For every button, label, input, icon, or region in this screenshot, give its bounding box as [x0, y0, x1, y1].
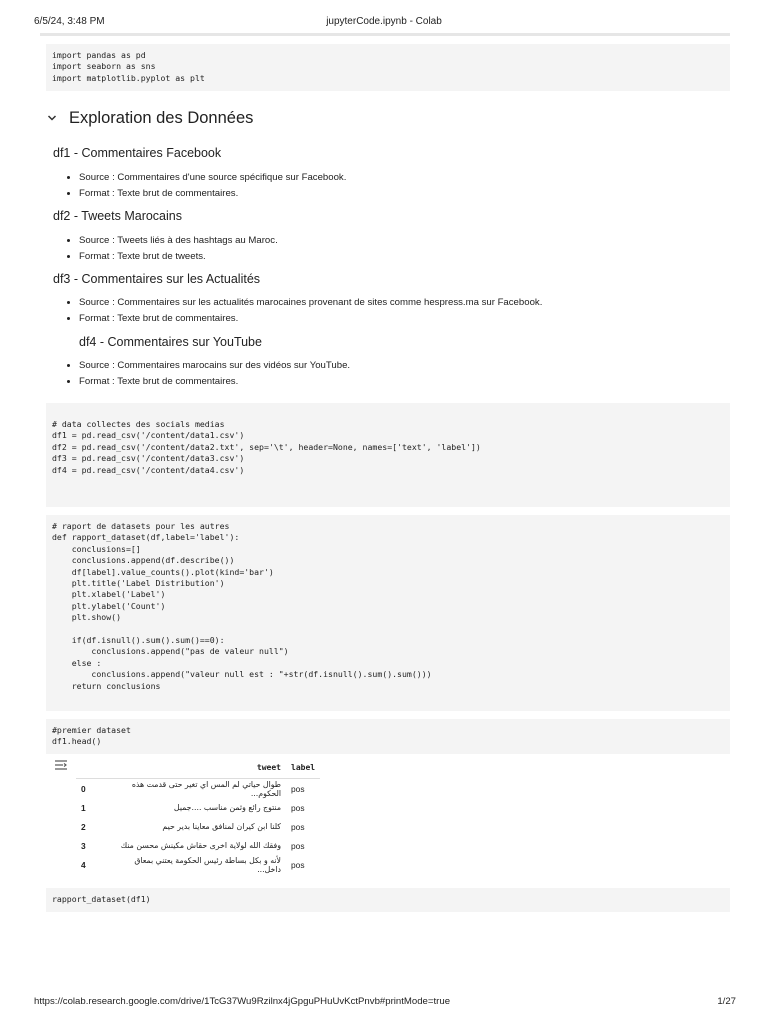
chevron-down-icon[interactable]: [46, 112, 58, 124]
dataframe-output-table: [76, 760, 320, 874]
code-cell-rapport-call[interactable]: rapport_dataset(df1): [46, 888, 730, 912]
table-header-row: [76, 760, 320, 779]
print-datetime: 6/5/24, 3:48 PM: [34, 16, 105, 27]
page-url: https://colab.research.google.com/drive/1TcG37Wu9Rzilnx4jGpguPHuUvKctPnvb#printMode=true: [34, 996, 451, 1007]
code-cell-head[interactable]: #premier dataset df1.head(): [46, 719, 730, 754]
dataset-list-df2: [53, 233, 278, 265]
dataset-heading-df1: df1 - Commentaires Facebook: [53, 146, 222, 160]
section-header[interactable]: [46, 106, 253, 130]
header-divider: [40, 33, 730, 36]
label-cell: pos: [291, 783, 305, 794]
row-index: 1: [81, 802, 86, 813]
table-row: [76, 779, 320, 799]
label-cell: pos: [291, 859, 305, 870]
tweet-cell: لأنه و بكل بساطة رئيس الحكومة يعتني بمعاق داخل...: [134, 855, 281, 874]
document-title: jupyterCode.ipynb - Colab: [326, 16, 442, 27]
index-header: [76, 760, 104, 779]
row-index: 2: [81, 821, 86, 832]
dataset-list-df3: [53, 295, 542, 327]
print-header: [0, 14, 768, 30]
tweet-cell: كلنا ابن كيران لمنافق معاينا بدير حيم: [162, 822, 281, 831]
print-footer: [0, 996, 768, 1010]
label-cell: pos: [291, 802, 305, 813]
label-cell: pos: [291, 840, 305, 851]
column-header-tweet: tweet: [104, 760, 286, 779]
list-item: • Source : Commentaires sur les actualités marocaines provenant de sites comme hespress.ma sur Facebook.: [79, 295, 542, 311]
page-number: 1/27: [717, 996, 736, 1007]
list-item: • Format : Texte brut de commentaires.: [79, 374, 350, 390]
output-toggle-icon[interactable]: [53, 758, 69, 772]
list-item: • Format : Texte brut de commentaires.: [79, 186, 346, 202]
dataset-heading-df2: df2 - Tweets Marocains: [53, 209, 182, 223]
column-header-label: label: [286, 760, 320, 779]
table-row: [76, 855, 320, 874]
list-item: • Format : Texte brut de commentaires.: [79, 311, 542, 327]
label-cell: pos: [291, 821, 305, 832]
code-cell-load-data[interactable]: # data collectes des socials medias df1 = pd.read_csv('/content/data1.csv') df2 = pd.read_csv('/content/data2.txt', sep='\t', header=None, names=['text', 'label']) df3 = pd.read_csv('/content/data3.csv') df4 = pd.read_csv('/content/data4.csv'): [46, 403, 730, 507]
row-index: 4: [81, 859, 86, 870]
dataset-heading-df4: df4 - Commentaires sur YouTube: [79, 335, 262, 349]
list-item: • Source : Commentaires marocains sur des vidéos sur YouTube.: [79, 358, 350, 374]
list-item: • Source : Tweets liés à des hashtags au Maroc.: [79, 233, 278, 249]
dataset-list-df1: [53, 170, 346, 202]
tweet-cell: وفقك الله لولاية اخرى حقاش مكينش محسن منك: [120, 841, 281, 850]
tweet-cell: منتوج رائع وثمن مناسب ....جميل: [173, 803, 281, 812]
table-row: [76, 817, 320, 836]
code-cell-rapport-definition[interactable]: # raport de datasets pour les autres def rapport_dataset(df,label='label'): conclusions=[] conclusions.append(df.describe()) df[label].value_counts().plot(kind='bar') plt.title('Label Distribution') plt.xlabel('Label') plt.ylabel('Count') plt.show() if(df.isnull().sum().sum()==0): conclusions.append("pas de valeur null") else : conclusions.append("valeur null est : "+str(df.isnull().sum().sum())) return conclusions: [46, 515, 730, 711]
list-item: • Source : Commentaires d'une source spécifique sur Facebook.: [79, 170, 346, 186]
table-row: [76, 836, 320, 855]
dataset-list-df4: [53, 358, 350, 390]
tweet-cell: طوال حياتي لم المس اي تغير حتى قدمت هذه الحكوم...: [131, 779, 281, 798]
dataset-heading-df3: df3 - Commentaires sur les Actualités: [53, 272, 261, 286]
section-title: Exploration des Données: [69, 108, 254, 127]
list-item: • Format : Texte brut de tweets.: [79, 249, 278, 265]
code-cell-imports[interactable]: import pandas as pd import seaborn as sns import matplotlib.pyplot as plt: [46, 44, 730, 91]
row-index: 0: [81, 783, 86, 794]
row-index: 3: [81, 840, 86, 851]
table-row: [76, 798, 320, 817]
